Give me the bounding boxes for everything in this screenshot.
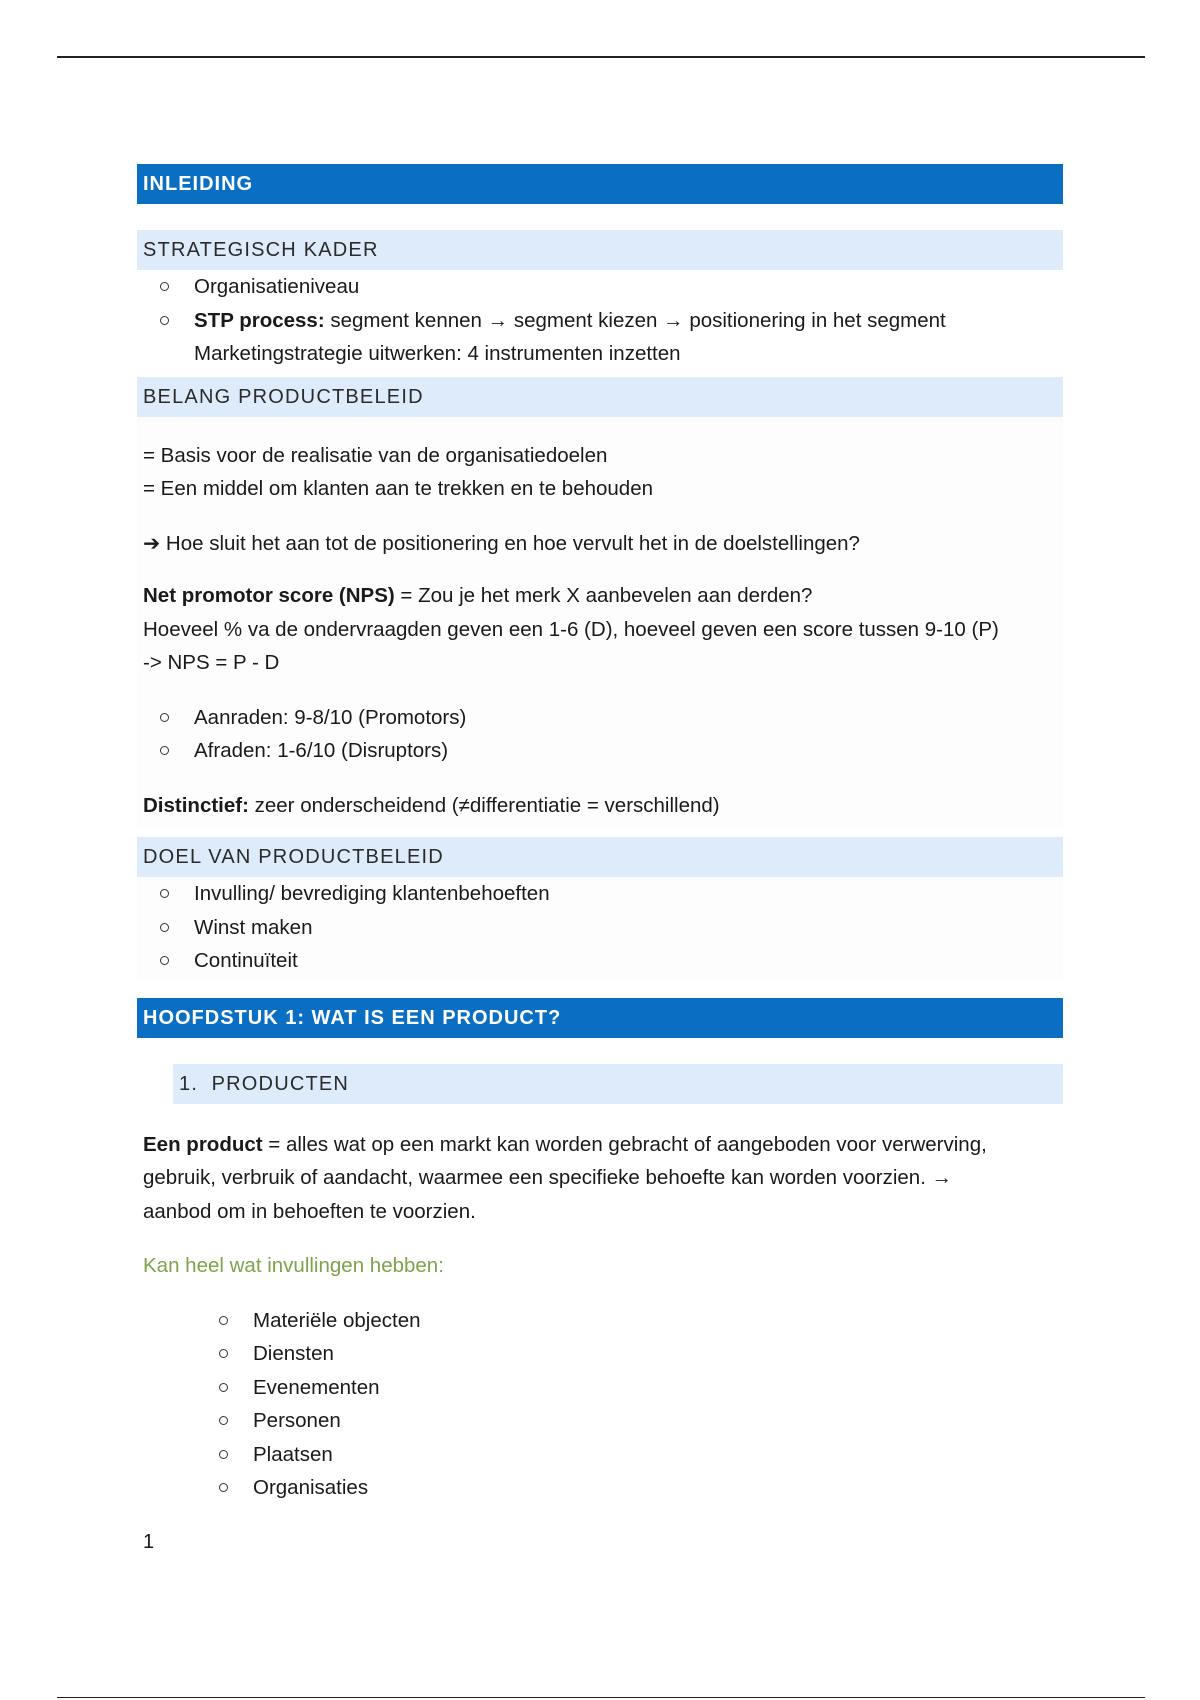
header-rule — [57, 56, 1145, 58]
circle-bullet-icon — [219, 1450, 228, 1459]
list-item: Organisaties — [137, 1471, 1063, 1505]
circle-bullet-icon — [219, 1349, 228, 1358]
heading-hoofdstuk-1: HOOFDSTUK 1: WAT IS EEN PRODUCT? — [137, 998, 1063, 1038]
distinctief-definition: Distinctief: zeer onderscheidend (≠differentiatie = verschillend) — [143, 793, 720, 817]
circle-bullet-icon — [219, 1316, 228, 1325]
list-item: Evenementen — [137, 1371, 1063, 1405]
circle-bullet-icon — [160, 889, 169, 898]
heading-producten: 1. PRODUCTEN — [173, 1064, 1063, 1104]
list-item: Plaatsen — [137, 1438, 1063, 1472]
circle-bullet-icon — [160, 316, 169, 325]
circle-bullet-icon — [219, 1483, 228, 1492]
circle-bullet-icon — [160, 923, 169, 932]
heading-doel-productbeleid: DOEL VAN PRODUCTBELEID — [137, 837, 1063, 877]
page-number: 1 — [143, 1530, 155, 1553]
strategisch-list — [137, 270, 1063, 371]
list-item: STP process: segment kennen → segment kiezen → positionering in het segment Marketingstrategie uitwerken: 4 instrumenten inzetten — [137, 304, 1063, 371]
list-item: Diensten — [137, 1337, 1063, 1371]
circle-bullet-icon — [219, 1416, 228, 1425]
heading-belang-productbeleid: BELANG PRODUCTBELEID — [137, 377, 1063, 417]
belang-line-2: = Een middel om klanten aan te trekken en te behouden — [143, 477, 654, 500]
list-item: Invulling/ bevrediging klantenbehoeften — [137, 877, 1063, 911]
belang-line-1: = Basis voor de realisatie van de organisatiedoelen — [143, 443, 608, 467]
circle-bullet-icon — [219, 1383, 228, 1392]
belang-question: ➔ Hoe sluit het aan tot de positionering en hoe vervult het in de doelstellingen? — [143, 531, 860, 555]
arrow-right-icon: → — [487, 308, 509, 332]
nps-list — [137, 701, 1063, 768]
nps-formula: -> NPS = P - D — [143, 651, 280, 674]
circle-bullet-icon — [160, 713, 169, 722]
footer-rule — [57, 1697, 1145, 1698]
heading-inleiding: INLEIDING — [137, 164, 1063, 204]
doel-list — [137, 877, 1063, 978]
heading-strategisch-kader: STRATEGISCH KADER — [137, 230, 1063, 270]
bold-arrow-icon: ➔ — [143, 531, 161, 555]
arrow-right-icon: → — [663, 308, 684, 332]
nps-definition: Net promotor score (NPS) = Zou je het merk X aanbevelen aan derden? — [143, 584, 813, 607]
circle-bullet-icon — [160, 746, 169, 755]
list-item: Afraden: 1-6/10 (Disruptors) — [137, 734, 1063, 768]
invullingen-list — [137, 1304, 1063, 1505]
list-item: Winst maken — [137, 911, 1063, 945]
nps-line-2: Hoeveel % va de ondervraagden geven een 1-6 (D), hoeveel geven een score tussen 9-10 (P) — [143, 617, 999, 641]
list-item: Aanraden: 9-8/10 (Promotors) — [137, 701, 1063, 735]
arrow-right-icon: → — [931, 1166, 953, 1189]
document-page — [137, 164, 1063, 1554]
list-item: Continuïteit — [137, 944, 1063, 978]
list-item: Personen — [137, 1404, 1063, 1438]
belang-block — [137, 417, 1063, 828]
circle-bullet-icon — [160, 282, 169, 291]
circle-bullet-icon — [160, 956, 169, 965]
list-item: Organisatieniveau — [137, 270, 1063, 304]
product-definition: Een product = alles wat op een markt kan worden gebracht of aangeboden voor verwerving, gebruik, verbruik of aandacht, waarmee een specifieke behoefte kan worden voorzien. → aanbod om in behoeften te voorzien. — [143, 1132, 987, 1223]
list-item: Materiële objecten — [137, 1304, 1063, 1338]
invullingen-note: Kan heel wat invullingen hebben: — [143, 1254, 444, 1277]
